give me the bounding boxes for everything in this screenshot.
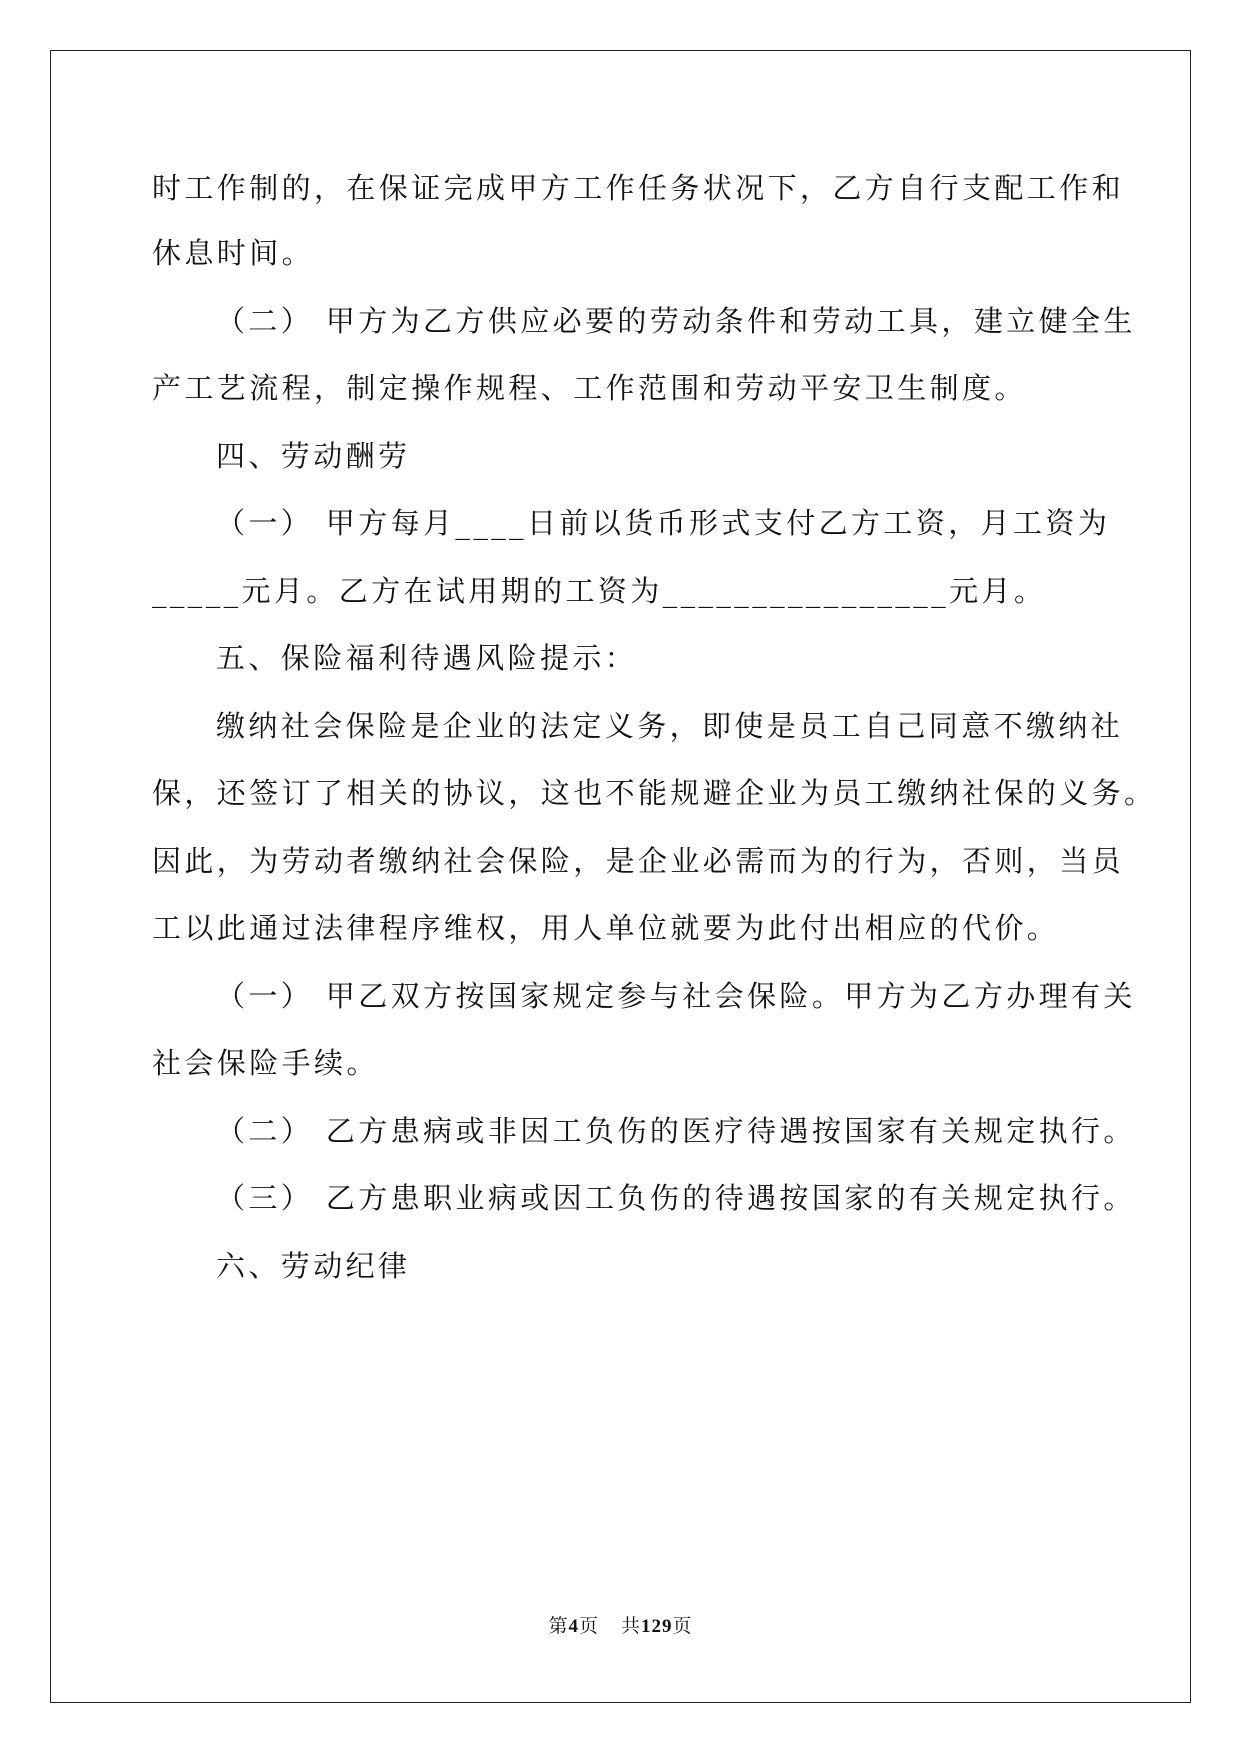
text-line: （一） 甲方每月____日前以货币形式支付乙方工资，月工资为 bbox=[216, 506, 1111, 540]
section-heading: 六、劳动纪律 bbox=[216, 1249, 411, 1283]
text-line: 休息时间。 bbox=[152, 236, 315, 270]
text-line: 因此，为劳动者缴纳社会保险，是企业必需而为的行为，否则，当员 bbox=[152, 844, 1125, 878]
text-line: 缴纳社会保险是企业的法定义务，即使是员工自己同意不缴纳社 bbox=[216, 709, 1124, 743]
text-line: （二） 乙方患病或非因工负伤的医疗待遇按国家有关规定执行。 bbox=[216, 1114, 1136, 1148]
total-pages: 129 bbox=[641, 1616, 673, 1637]
page-footer bbox=[0, 1614, 1241, 1639]
page-number: 4 bbox=[568, 1616, 579, 1637]
text-line: （一） 甲乙双方按国家规定参与社会保险。甲方为乙方办理有关 bbox=[216, 979, 1136, 1013]
section-heading: 四、劳动酬劳 bbox=[216, 439, 411, 473]
text-line: _____元月。乙方在试用期的工资为________________元月。 bbox=[152, 574, 1047, 608]
text-line: 产工艺流程，制定操作规程、工作范围和劳动平安卫生制度。 bbox=[152, 371, 1027, 405]
text-line: （三） 乙方患职业病或因工负伤的待遇按国家的有关规定执行。 bbox=[216, 1181, 1136, 1215]
text-line: 时工作制的，在保证完成甲方工作任务状况下，乙方自行支配工作和 bbox=[152, 171, 1125, 205]
text-line: 工以此通过法律程序维权，用人单位就要为此付出相应的代价。 bbox=[152, 911, 1060, 945]
page-label-prefix: 第 bbox=[548, 1615, 569, 1637]
page-label-suffix: 页 bbox=[578, 1615, 599, 1637]
total-label-prefix: 共 bbox=[621, 1615, 642, 1637]
text-line: （二） 甲方为乙方供应必要的劳动条件和劳动工具，建立健全生 bbox=[216, 304, 1136, 338]
text-line: 保，还签订了相关的协议，这也不能规避企业为员工缴纳社保的义务。 bbox=[152, 776, 1157, 810]
section-heading: 五、保险福利待遇风险提示： bbox=[216, 641, 638, 675]
total-label-suffix: 页 bbox=[672, 1615, 693, 1637]
text-line: 社会保险手续。 bbox=[152, 1046, 379, 1080]
